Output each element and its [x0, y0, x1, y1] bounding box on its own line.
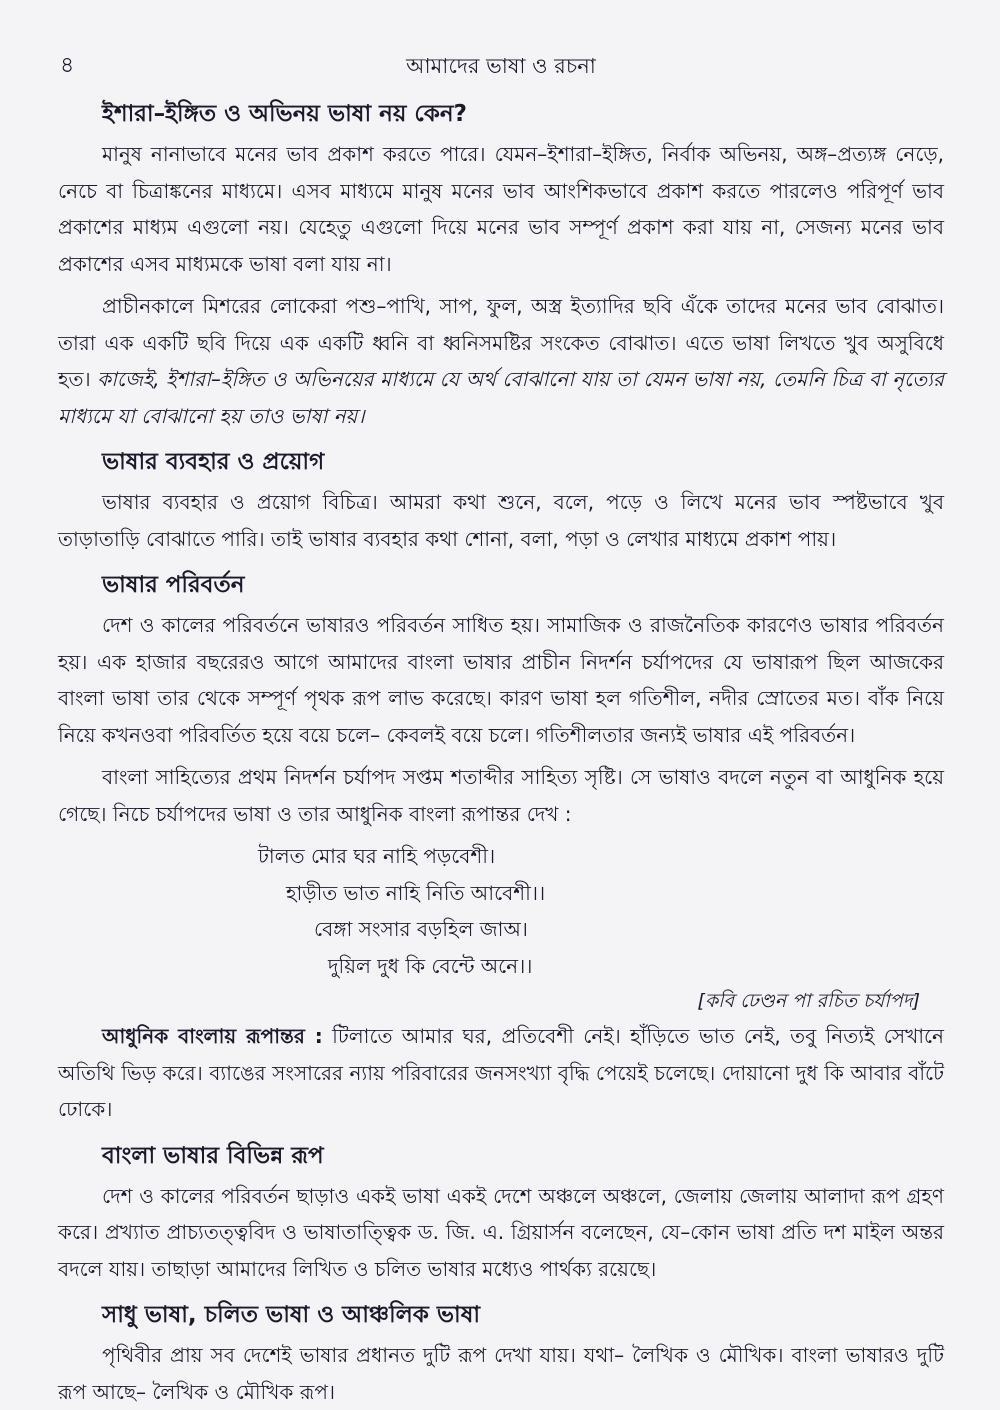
italic-conclusion: কাজেই, ইশারা–ইঙ্গিত ও অভিনয়ের মাধ্যমে যে অর্থ বোঝানো যায় তা যেমন ভাষা নয়, তেমনি চিত্র বা নৃত্যের মাধ্যমে যা বোঝানো হয় তাও ভাষা নয়। [58, 367, 944, 428]
section-heading: ইশারা–ইঙ্গিত ও অভিনয় ভাষা নয় কেন? [102, 101, 467, 127]
charyapada-verse [58, 838, 944, 984]
paragraph: ভাষার ব্যবহার ও প্রয়োগ বিচিত্র। আমরা কথা শুনে, বলে, পড়ে ও লিখে মনের ভাব স্পষ্টভাবে খুব তাড়াতাড়ি বোঝাতে পারি। তাই ভাষার ব্যবহার কথা শোনা, বলা, পড়া ও লেখার মাধ্যমে প্রকাশ পায়। [58, 490, 944, 551]
verse-line: টালত মোর ঘর নাহি পড়বেশী। [258, 844, 496, 868]
paragraph: দেশ ও কালের পরিবর্তন ছাড়াও একই ভাষা একই দেশে অঞ্চলে অঞ্চলে, জেলায় জেলায় আলাদা রূপ গ্রহণ করে। প্রখ্যাত প্রাচ্যতত্ত্ববিদ ও ভাষাতাত্ত্বিক ড. জি. এ. গ্রিয়ার্সন বলেছেন, যে–কোন ভাষা প্রতি দশ মাইল অন্তর বদলে যায়। তাছাড়া আমাদের লিখিত ও চলিত ভাষার মধ্যেও পার্থক্য রয়েছে। [58, 1183, 944, 1281]
paragraph [58, 1018, 944, 1128]
book-title: আমাদের ভাষা ও রচনা [406, 54, 596, 78]
paragraph: বাংলা সাহিত্যের প্রথম নিদর্শন চর্যাপদ সপ্তম শতাব্দীর সাহিত্য সৃষ্টি। সে ভাষাও বদলে নতুন বা আধুনিক হয়ে গেছে। নিচে চর্যাপদের ভাষা ও তার আধুনিক বাংলা রূপান্তর দেখ : [58, 765, 944, 826]
section-heading: সাধু ভাষা, চলিত ভাষা ও আঞ্চলিক ভাষা [102, 1302, 481, 1328]
section-language-change [58, 567, 944, 1128]
paragraph: দেশ ও কালের পরিবর্তনে ভাষারও পরিবর্তন সাধিত হয়। সামাজিক ও রাজনৈতিক কারণেও ভাষার পরিবর্তন হয়। এক হাজার বছরেরও আগে আমাদের বাংলা ভাষার প্রাচীন নিদর্শন চর্যাপদের যে ভাষারূপ ছিল আজকের বাংলা ভাষা তার থেকে সম্পূর্ণ পৃথক রূপ লাভ করেছে। কারণ ভাষা হল গতিশীল, নদীর স্রোতের মত। বাঁক নিয়ে নিয়ে কখনওবা পরিবর্তিত হয়ে বয়ে চলে– কেবলই বয়ে চলে। গতিশীলতার জন্যই ভাষার এই পরিবর্তন। [58, 613, 944, 747]
verse-line: দুয়িল দুধ কি বেন্টে অনে।। [328, 953, 533, 978]
paragraph [58, 288, 944, 434]
section-gesture-not-language [58, 96, 944, 434]
paragraph: পৃথিবীর প্রায় সব দেশেই ভাষার প্রধানত দুটি রূপ দেখা যায়। যথা– লৈখিক ও মৌখিক। বাংলা ভাষারও দুটি রূপ আছে– লৈখিক ও মৌখিক রূপ। [58, 1343, 944, 1404]
running-header [58, 44, 944, 84]
paragraph-text: টিলাতে আমার ঘর, প্রতিবেশী নেই। হাঁড়িতে ভাত নেই, তবু নিত্যই সেখানে অতিথি ভিড় করে। ব্যাঙের সংসারের ন্যায় পরিবারের জনসংখ্যা বৃদ্ধি পেয়েই চলেছে। দোয়ানো দুধ কি আবার বাঁটে ঢোকে। [58, 1024, 944, 1121]
section-language-use [58, 444, 944, 557]
section-heading: বাংলা ভাষার বিভিন্ন রূপ [102, 1142, 324, 1169]
verse-line: বেঙ্গা সংসার বড়হিল জাঅ। [314, 917, 528, 941]
page-content [58, 96, 944, 1410]
paragraph: মানুষ নানাভাবে মনের ভাব প্রকাশ করতে পারে। যেমন–ইশারা–ইঙ্গিত, নির্বাক অভিনয়, অঙ্গ–প্রত্যঙ্গ নেড়ে, নেচে বা চিত্রাঙ্কনের মাধ্যমে। এসব মাধ্যমে মানুষ মনের ভাব আংশিকভাবে প্রকাশ করতে পারলেও পরিপূর্ণ ভাব প্রকাশের মাধ্যম এগুলো নয়। যেহেতু এগুলো দিয়ে মনের ভাব সম্পূর্ণ প্রকাশ করা যায় না, সেজন্য মনের ভাব প্রকাশের এসব মাধ্যমকে ভাষা বলা যায় না। [58, 142, 944, 276]
section-sadhu-chalit-regional [58, 1297, 944, 1410]
page-number: ৪ [60, 53, 75, 78]
verse-line: হাড়ীত ভাত নাহি নিতি আবেশী।। [286, 880, 546, 905]
section-bengali-variants [58, 1138, 944, 1288]
verse-citation: [কবি ঢেণ্ডন পা রচিত চর্যাপদ] [697, 990, 920, 1012]
paragraph-text: প্রাচীনকালে মিশরের লোকেরা পশু–পাখি, সাপ, ফুল, অস্ত্র ইত্যাদির ছবি এঁকে তাদের মনের ভাব বোঝাত। তারা এক একটি ছবি দিয়ে এক একটি ধ্বনি বা ধ্বনিসমষ্টির সংকেত বোঝাত। এতে ভাষা লিখতে খুব অসুবিধে হত। [58, 294, 944, 391]
section-heading: ভাষার পরিবর্তন [102, 572, 245, 598]
section-heading: ভাষার ব্যবহার ও প্রয়োগ [102, 449, 325, 475]
modern-rendering-label: আধুনিক বাংলায় রূপান্তর : [102, 1024, 323, 1048]
